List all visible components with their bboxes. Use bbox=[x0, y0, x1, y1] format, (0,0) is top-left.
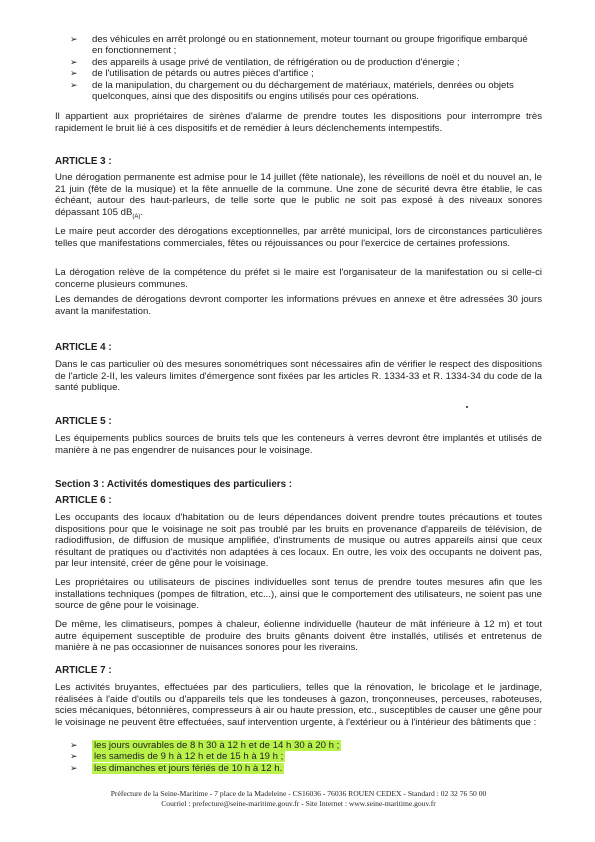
highlighted-schedule: les samedis de 9 h à 12 h et de 15 h à 19 h ; bbox=[94, 751, 284, 763]
arrow-bullet-icon: ➢ bbox=[70, 34, 78, 44]
list-item bbox=[70, 751, 540, 762]
article-7-heading: ARTICLE 7 : bbox=[55, 665, 112, 676]
article-6-paragraph-1: Les occupants des locaux d'habitation ou de leurs dépendances doivent prendre toutes précautions et toutes dispositions pour que le voisinage ne soit pas troublé par les bruits en provenance d'appareils de télévision, de radiodiffusion, de diffusion de musique amplifiée, d'instruments de musique ou autres appareils ainsi que ceux résultant de pratiques ou d'activités non adaptées à ces locaux. En outre, les voix des occupants ne doivent pas, par leur intensité, créer de gêne pour le voisinage. bbox=[55, 512, 542, 570]
list-item: ➢ des véhicules en arrêt prolongé ou en stationnement, moteur tournant ou groupe frigorifique embarqué en fonctionnement ; bbox=[70, 34, 528, 57]
list-item: ➢ de l'utilisation de pétards ou autres pièces d'artifice ; bbox=[70, 68, 314, 80]
section-3-heading: Section 3 : Activités domestiques des particuliers : bbox=[55, 479, 293, 490]
article-3-paragraph-2: Le maire peut accorder des dérogations exceptionnelles, par arrêté municipal, lors de circonstances particulières telles que manifestations commerciales, fêtes ou réjouissances ou pour l'exercice de certaines professions. bbox=[55, 226, 542, 249]
list-item bbox=[70, 740, 540, 751]
article-3-paragraph-1: Une dérogation permanente est admise pour le 14 juillet (fête nationale), les réveillons de noël et du nouvel an, le 21 juin (fête de la musique) et la fête annuelle de la commune. Une zone de sécurité devra être établie, le cas échéant, autour des haut-parleurs, de telle sorte que le public ne soit pas exposé à des niveaux sonores dépassant 105 $dB_{(A)}$. bbox=[55, 172, 542, 220]
list-item: ➢ des appareils à usage privé de ventilation, de réfrigération ou de production d'énergie ; bbox=[70, 56, 460, 68]
article-3-paragraph-3: La dérogation relève de la compétence du préfet si le maire est l'organisateur de la manifestation ou si celle-ci concerne plusieurs communes. bbox=[55, 267, 542, 290]
page-footer bbox=[55, 789, 542, 809]
article-5-paragraph: Les équipements publics sources de bruits tels que les conteneurs à verres devront être implantés et utilisés de manière à ne pas engendrer de nuisances pour le voisinage. bbox=[55, 433, 542, 456]
top-bullet-list bbox=[70, 34, 540, 102]
footer-address: Préfecture de la Seine-Maritime - 7 place de la Madeleine - CS16036 - 76036 ROUEN CEDEX - Standard : 02 32 76 50 00 bbox=[110, 789, 487, 798]
arrow-bullet-icon: ➢ bbox=[70, 762, 78, 773]
arrow-bullet-icon: ➢ bbox=[70, 56, 78, 67]
article-7-schedule-list bbox=[70, 740, 540, 774]
list-item: ➢ de la manipulation, du chargement ou du déchargement de matériaux, matériels, denrées ou objets quelconques, ainsi que des dispositifs ou engins utilisés pour ces opérations. bbox=[70, 79, 514, 103]
highlighted-schedule: les dimanches et jours fériés de 10 h à 12 h. bbox=[94, 762, 283, 774]
sirens-paragraph: Il appartient aux propriétaires de sirènes d'alarme de prendre toutes les dispositions pour interrompre très rapidement le bruit lié à ces dispositifs et de remédier à leurs déclenchements intempestifs. bbox=[55, 111, 542, 134]
article-5-heading: ARTICLE 5 : bbox=[55, 416, 112, 427]
highlighted-schedule: les jours ouvrables de 8 h 30 à 12 h et de 14 h 30 à 20 h ; bbox=[94, 740, 340, 751]
article-6-paragraph-2: Les propriétaires ou utilisateurs de piscines individuelles sont tenus de prendre toutes mesures afin que les installations techniques (pompes de filtration, etc...), ainsi que le comportement des utilisateurs, ne soient pas une source de gêne pour le voisinage. bbox=[55, 577, 542, 612]
article-3-heading: ARTICLE 3 : bbox=[55, 156, 112, 167]
list-item bbox=[70, 763, 540, 774]
article-6-paragraph-3: De même, les climatiseurs, pompes à chaleur, éolienne individuelle (hauteur de mât inférieure à 12 m) et tout autre équipement susceptible de produire des bruits gênants doivent être installés, utilisés et entretenus de manière à ne pas occasionner de nuisances sonores pour les riverains. bbox=[55, 619, 542, 654]
arrow-bullet-icon: ➢ bbox=[70, 740, 78, 750]
article-6-heading: ARTICLE 6 : bbox=[55, 495, 112, 506]
article-7-paragraph: Les activités bruyantes, effectuées par des particuliers, telles que la rénovation, le bricolage et le jardinage, réalisées à l'aide d'outils ou d'appareils tels que les tondeuses à gazon, tronçonneuses, perceuses, raboteuses, scies mécaniques, bétonnières, compresseurs à air ou haute pression, etc., susceptibles de causer une gêne pour le voisinage ne peuvent être effectuées, sauf intervention urgente, à l'extérieur ou à l'intérieur des bâtiments que : bbox=[55, 682, 542, 728]
arrow-bullet-icon: ➢ bbox=[70, 68, 78, 79]
footer-contact: Courriel : prefecture@seine-maritime.gouv.fr - Site Internet : www.seine-maritime.gouv.fr bbox=[161, 799, 436, 808]
article-4-heading: ARTICLE 4 : bbox=[55, 342, 112, 353]
arrow-bullet-icon: ➢ bbox=[70, 79, 78, 90]
arrow-bullet-icon: ➢ bbox=[70, 751, 78, 762]
article-3-paragraph-4: Les demandes de dérogations devront comporter les informations prévues en annexe et être adressées 30 jours avant la manifestation. bbox=[55, 294, 542, 317]
scan-speck bbox=[466, 406, 468, 408]
article-4-paragraph: Dans le cas particulier où des mesures sonométriques sont nécessaires afin de vérifier le respect des dispositions de l'article 2-II, les valeurs limites d'émergence sont fixées par les articles R. 1334-33 et R. 1334-34 du code de la santé publique. bbox=[55, 359, 542, 394]
